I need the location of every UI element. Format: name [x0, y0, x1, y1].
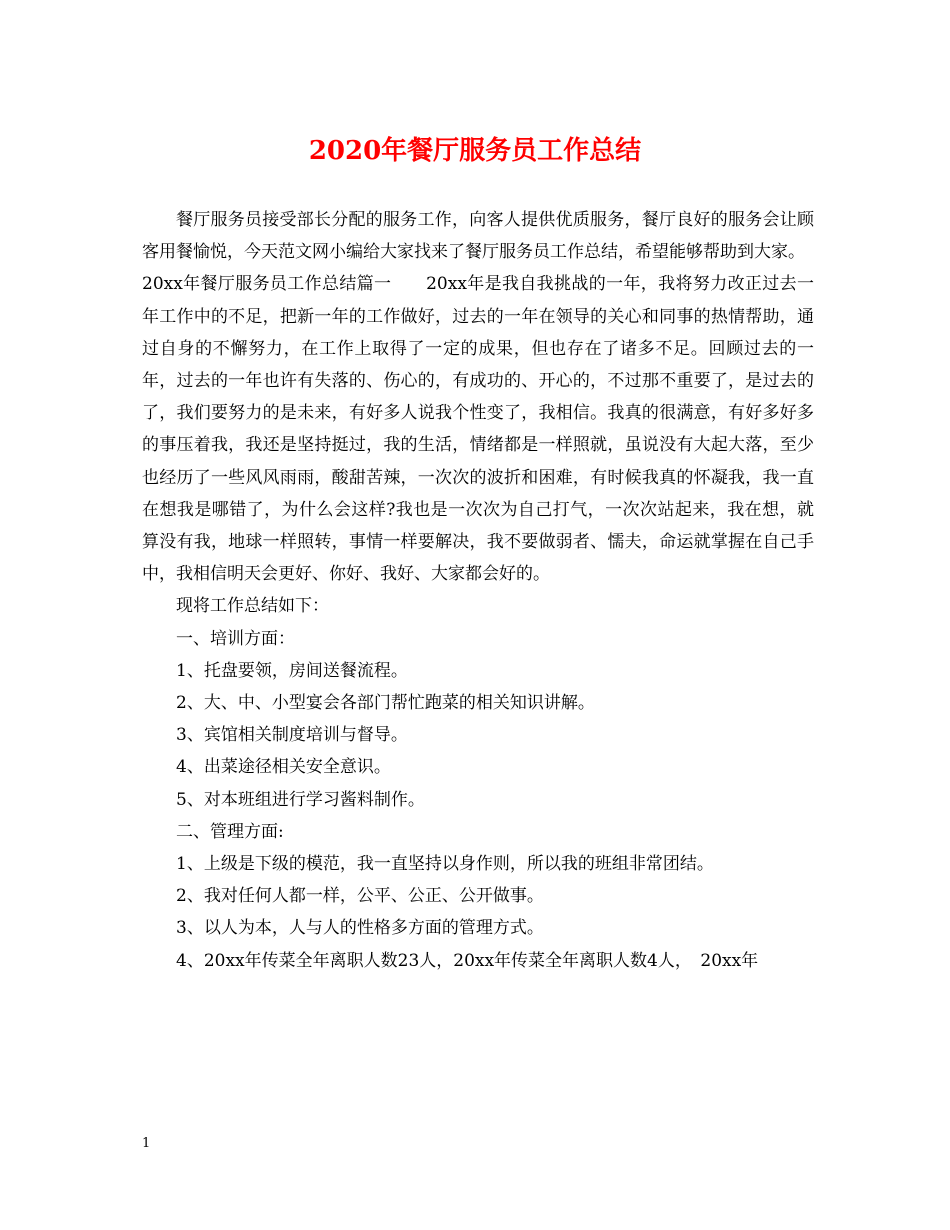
document-title: 2020年餐厅服务员工作总结 — [308, 136, 642, 166]
list-item: 2、我对任何人都一样，公平、公正、公开做事。 — [176, 886, 544, 907]
summary-intro: 现将工作总结如下： — [176, 596, 329, 617]
page-number: 1 — [142, 1136, 151, 1151]
body-paragraph: 20xx年餐厅服务员工作总结篇一 20xx年是我自我挑战的一年，我将努力改正过去一年工作中的不足，把新一年的工作做好，过去的一年在领导的关心和同事的热情帮助，通过自身的不懈努力，在工作上取得了一定的成果，但也存在了诸多不足。回顾过去的一年，过去的一年也许有失落的、伤心的，有成功的、开心的，不过那不重要了，是过去的了，我们要努力的是未来，有好多人说我个性变了，我相信。我真的很满意，有好多好多的事压着我，我还是坚持挺过，我的生活，情绪都是一样照就，虽说没有大起大落，至少也经历了一些风风雨雨，酸甜苦辣，一次次的波折和困难，有时候我真的怀凝我，我一直在想我是哪错了，为什么会这样?我也是一次次为自己打气，一次次站起来，我在想，就算没有我，地球一样照转，事情一样要解决，我不要做弱者、懦夫，命运就掌握在自己手中，我相信明天会更好、你好、我好、大家都会好的。 — [142, 274, 814, 585]
list-item: 3、宾馆相关制度培训与督导。 — [176, 725, 408, 746]
list-item: 5、对本班组进行学习酱料制作。 — [176, 789, 425, 810]
intro-paragraph: 餐厅服务员接受部长分配的服务工作，向客人提供优质服务，餐厅良好的服务会让顾客用餐愉悦，今天范文网小编给大家找来了餐厅服务员工作总结，希望能够帮助到大家。 — [142, 210, 814, 263]
section-heading-training: 一、培训方面： — [176, 628, 295, 649]
section-heading-management: 二、管理方面: — [176, 821, 284, 842]
list-item: 1、托盘要领，房间送餐流程。 — [176, 660, 408, 681]
list-item: 1、上级是下级的模范，我一直坚持以身作则，所以我的班组非常团结。 — [176, 854, 714, 875]
document-body — [142, 204, 814, 977]
list-item: 4、20xx年传菜全年离职人数23人，20xx年传菜全年离职人数4人， 20xx年 — [176, 950, 759, 971]
list-item: 4、出菜途径相关安全意识。 — [176, 757, 391, 778]
list-item: 2、大、中、小型宴会各部门帮忙跑菜的相关知识讲解。 — [176, 693, 595, 714]
list-item: 3、以人为本，人与人的性格多方面的管理方式。 — [176, 918, 544, 939]
